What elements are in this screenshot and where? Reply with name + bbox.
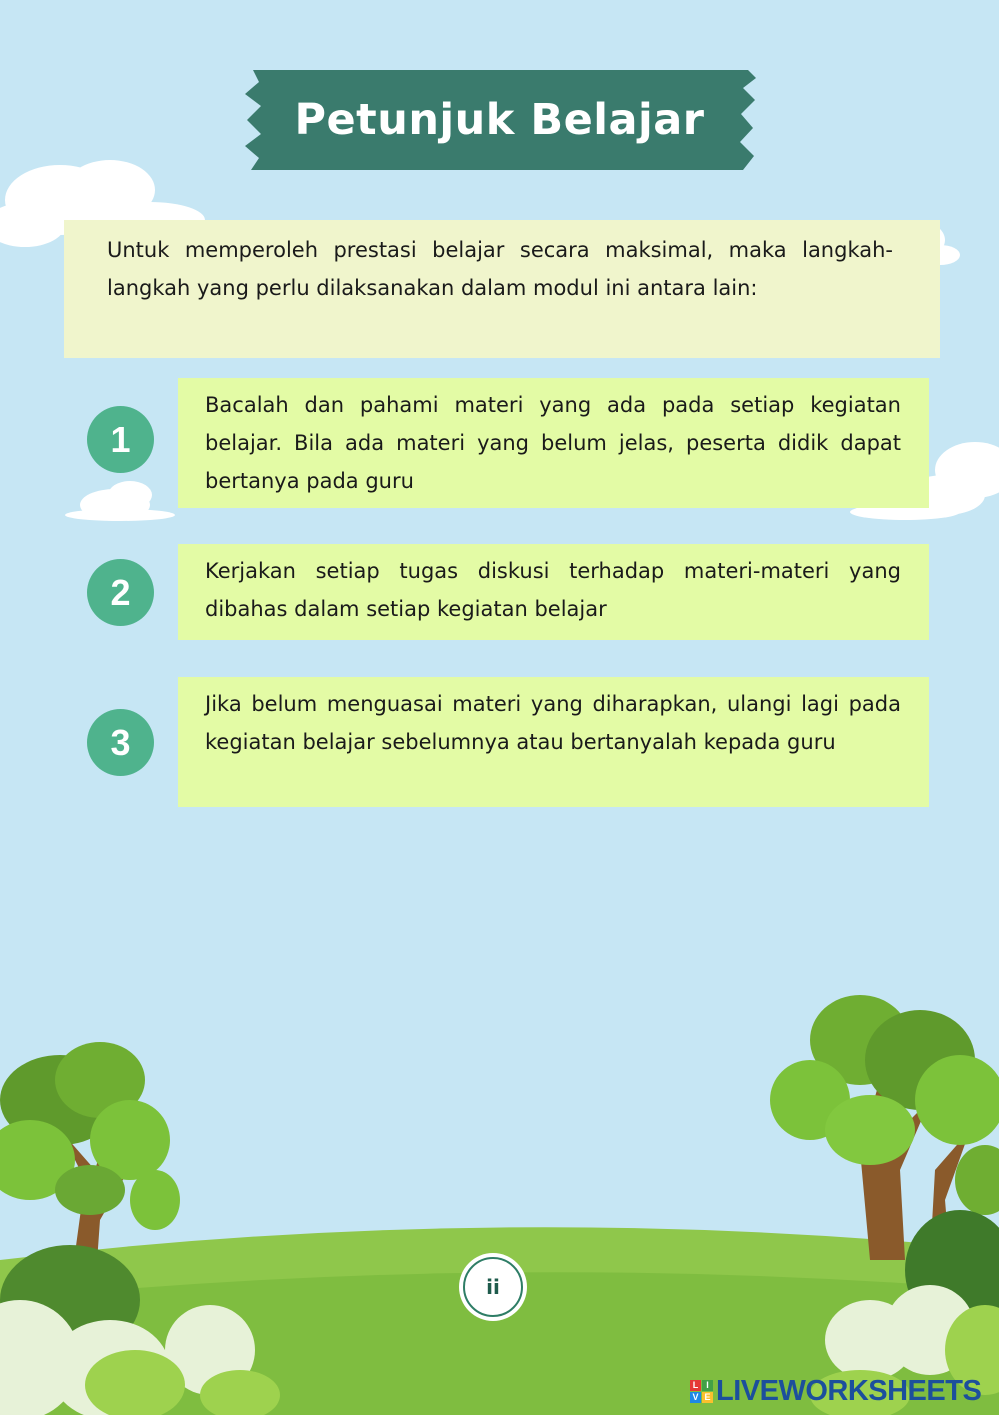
cloud-mid-left (65, 481, 175, 521)
step-text-2: Kerjakan setiap tugas diskusi terhadap materi-materi yang dibahas dalam setiap kegiatan belajar (178, 544, 929, 640)
step-number-2: 2 (87, 559, 154, 626)
liveworksheets-logo (690, 1374, 981, 1408)
page-number-badge (459, 1253, 527, 1321)
step-text-3: Jika belum menguasai materi yang diharapkan, ulangi lagi pada kegiatan belajar sebelumnya atau bertanyalah kepada guru (178, 677, 929, 807)
step-number-1: 1 (87, 406, 154, 473)
title-banner (243, 70, 756, 170)
liveworksheets-mark-icon: L I V E (690, 1380, 713, 1403)
page-title: Petunjuk Belajar (294, 95, 705, 145)
step-text-1: Bacalah dan pahami materi yang ada pada setiap kegiatan belajar. Bila ada materi yang belum jelas, peserta didik dapat bertanya pada guru (178, 378, 929, 508)
step-number-3: 3 (87, 709, 154, 776)
page-number: ii (463, 1257, 523, 1317)
intro-paragraph: Untuk memperoleh prestasi belajar secara maksimal, maka langkah-langkah yang perlu dilaksanakan dalam modul ini antara lain: (64, 220, 940, 358)
liveworksheets-wordmark: LIVEWORKSHEETS (716, 1374, 982, 1407)
